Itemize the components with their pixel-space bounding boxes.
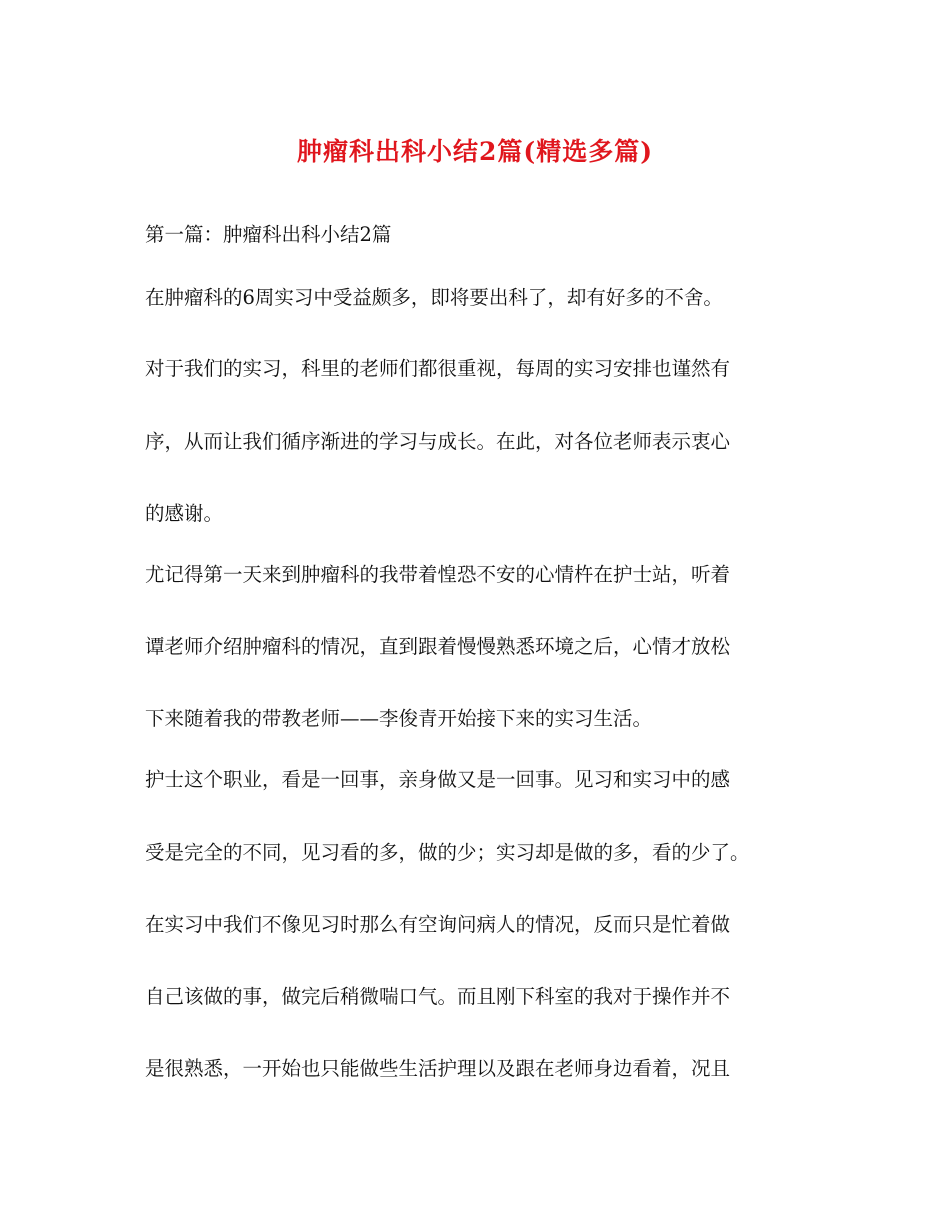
section-heading: 第一篇：肿瘤科出科小结2篇 <box>145 223 392 246</box>
text-line: 尤记得第一天来到肿瘤科的我带着惶恐不安的心情杵在护士站，听着 <box>145 563 731 586</box>
document-title: 肿瘤科出科小结2篇(精选多篇) <box>296 137 654 166</box>
text-line: 下来随着我的带教老师——李俊青开始接下来的实习生活。 <box>145 707 653 730</box>
text-line: 受是完全的不同，见习看的多，做的少；实习却是做的多，看的少了。 <box>145 841 750 864</box>
text-line: 是很熟悉，一开始也只能做些生活护理以及跟在老师身边看着，况且 <box>145 1057 731 1080</box>
text-line: 的感谢。 <box>145 502 224 525</box>
text-line: 谭老师介绍肿瘤科的情况，直到跟着慢慢熟悉环境之后，心情才放松 <box>145 635 731 658</box>
text-line: 护士这个职业，看是一回事，亲身做又是一回事。见习和实习中的感 <box>145 768 731 791</box>
text-line: 对于我们的实习，科里的老师们都很重视，每周的实习安排也谨然有 <box>145 357 731 380</box>
text-line: 自己该做的事，做完后稍微喘口气。而且刚下科室的我对于操作并不 <box>145 985 731 1008</box>
text-line: 序，从而让我们循序渐进的学习与成长。在此，对各位老师表示衷心 <box>145 430 731 453</box>
text-line: 在肿瘤科的6周实习中受益颇多，即将要出科了，却有好多的不舍。 <box>145 286 723 309</box>
text-line: 在实习中我们不像见习时那么有空询问病人的情况，反而只是忙着做 <box>145 913 731 936</box>
